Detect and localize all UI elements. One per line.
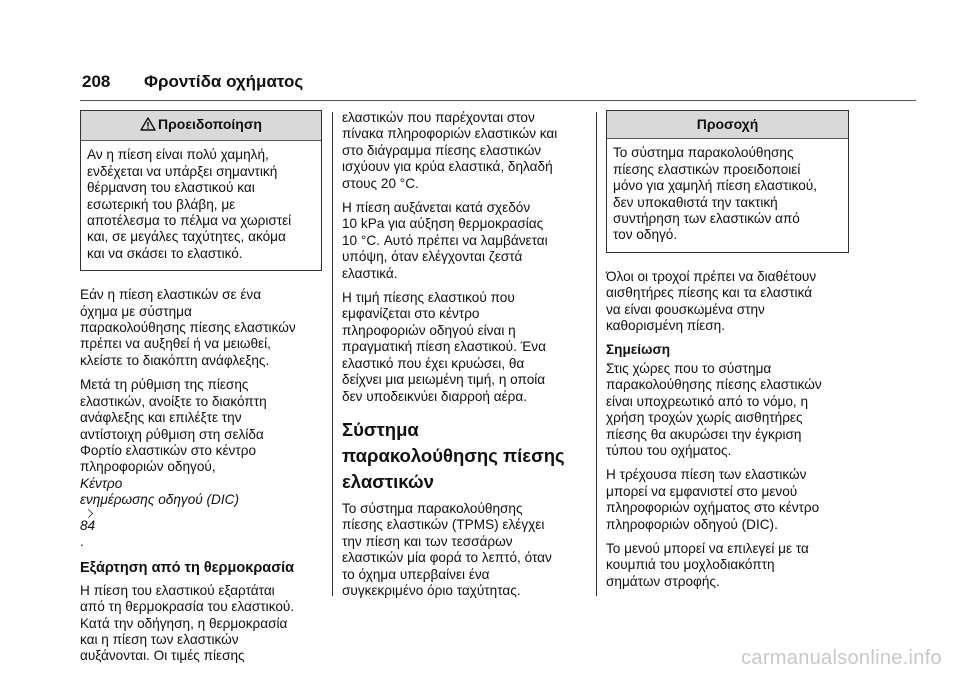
text-line: από τη θερμοκρασία του ελαστικού. bbox=[80, 599, 295, 615]
text-line: Η τρέχουσα πίεση των ελαστικών bbox=[606, 467, 807, 483]
warning-line: Αν η πίεση είναι πολύ χαμηλή, bbox=[87, 147, 269, 163]
text-line: καθορισμένη πίεση. bbox=[606, 318, 725, 334]
text-line: ελαστικών μία φορά το λεπτό, όταν bbox=[342, 550, 552, 566]
text-line: παρακολούθησης πίεσης ελαστικών bbox=[80, 320, 296, 336]
text-line: Στις χώρες που το σύστημα bbox=[606, 360, 772, 376]
text-line: ελαστικό που έχει κρυώσει, θα bbox=[342, 355, 525, 371]
text-line: ανάφλεξης και επιλέξτε την bbox=[80, 410, 242, 426]
text-line: πίνακα πληροφοριών ελαστικών και bbox=[342, 126, 558, 142]
text-line: και η πίεση των ελαστικών bbox=[80, 631, 239, 647]
warning-line: θέρμανση του ελαστικού και bbox=[87, 180, 255, 196]
text-line: πραγματική πίεση ελαστικού. Ένα bbox=[342, 339, 546, 355]
page-number: 208 bbox=[82, 72, 111, 91]
text-line: κουμπιά του μοχλοδιακόπτη bbox=[606, 557, 775, 573]
column-1 bbox=[80, 110, 322, 673]
note-paragraph bbox=[606, 361, 849, 459]
text-line: Φορτίο ελαστικών στο κέντρο bbox=[80, 442, 257, 458]
cross-reference-link[interactable]: ενημέρωσης οδηγού (DIC) bbox=[80, 492, 239, 508]
text-line: Η πίεση του ελαστικού εξαρτάται bbox=[80, 582, 275, 598]
caution-line: τον οδηγό. bbox=[613, 227, 678, 243]
column-divider bbox=[332, 112, 333, 596]
warning-box-header bbox=[81, 111, 321, 141]
section-heading: Εξάρτηση από τη θερμοκρασία bbox=[80, 560, 295, 577]
section-heading bbox=[342, 417, 585, 495]
text-line: αντίστοιχη ρύθμιση στη σελίδα bbox=[80, 426, 264, 442]
text-line: στους 20 °C. bbox=[342, 175, 419, 191]
heading-line: Σύστημα bbox=[342, 418, 419, 440]
text-line: Η πίεση αυξάνεται κατά σχεδόν bbox=[342, 200, 531, 216]
warning-triangle-icon bbox=[140, 117, 156, 134]
text-line: Η τιμή πίεσης ελαστικού που bbox=[342, 290, 515, 306]
text-line: πίεσης ελαστικών (TPMS) ελέγχει bbox=[342, 517, 545, 533]
text-line: Κατά την οδήγηση, η θερμοκρασία bbox=[80, 615, 288, 631]
paragraph bbox=[342, 501, 585, 599]
warning-line: εσωτερική του βλάβη, με bbox=[87, 196, 236, 212]
paragraph bbox=[606, 467, 849, 533]
text-line: εμφανίζεται στο κέντρο bbox=[342, 306, 480, 322]
paragraph bbox=[342, 200, 585, 282]
text-line: όχημα με σύστημα bbox=[80, 303, 192, 319]
text-line bbox=[80, 459, 322, 492]
warning-box-title: Προειδοποίηση bbox=[158, 116, 262, 132]
text-line: Όλοι οι τροχοί πρέπει να διαθέτουν bbox=[606, 268, 817, 284]
text-line: πληροφοριών οδηγού (DIC). bbox=[606, 516, 778, 532]
paragraph bbox=[80, 583, 322, 665]
header-rule bbox=[80, 100, 916, 101]
text-line: 10 °C. Αυτό πρέπει να λαμβάνεται bbox=[342, 232, 548, 248]
text-line: υπόψη, όταν ελέγχονται ζεστά bbox=[342, 249, 523, 265]
text-line: ελαστικά. bbox=[342, 265, 398, 281]
text-line bbox=[80, 492, 322, 550]
text-line: ισχύουν για κρύα ελαστικά, δηλαδή bbox=[342, 159, 553, 175]
warning-line: αποτέλεσμα το πέλμα να χωριστεί bbox=[87, 213, 292, 229]
column-divider bbox=[596, 112, 597, 596]
cross-reference-link[interactable]: Κέντρο bbox=[80, 475, 123, 491]
caution-box bbox=[606, 110, 849, 253]
text-line: ελαστικών, ανοίξτε το διακόπτη bbox=[80, 393, 267, 409]
paragraph bbox=[606, 269, 849, 335]
paragraph bbox=[342, 110, 585, 192]
caution-line: δεν υποκαθιστά την τακτική bbox=[613, 194, 778, 210]
warning-box bbox=[80, 110, 322, 271]
text-line: ελαστικών που παρέχονται στον bbox=[342, 110, 535, 125]
paragraph bbox=[342, 290, 585, 405]
text-line: αισθητήρες πίεσης και τα ελαστικά bbox=[606, 285, 813, 301]
page-reference-arrow-icon bbox=[84, 509, 93, 518]
reference-page-number[interactable]: 84 bbox=[80, 517, 96, 533]
text-line: πρέπει να αυξηθεί ή να μειωθεί, bbox=[80, 336, 271, 352]
column-3 bbox=[606, 110, 849, 598]
heading-line: παρακολούθησης πίεσης bbox=[342, 444, 565, 466]
column-2 bbox=[342, 110, 585, 607]
text-line: Μετά τη ρύθμιση της πίεσης bbox=[80, 377, 249, 393]
text-line: δείχνει μια μειωμένη τιμή, η οποία bbox=[342, 372, 546, 388]
text-line: το όχημα υπερβαίνει ένα bbox=[342, 566, 490, 582]
text-line: πίεσης θα ακυρώσει την έγκριση bbox=[606, 426, 802, 442]
text-line: πληροφοριών οχήματος στο κέντρο bbox=[606, 500, 820, 516]
text-line: είναι υποχρεωτικό από το νόμο, η bbox=[606, 393, 809, 409]
text-line: παρακολούθησης πίεσης ελαστικών bbox=[606, 377, 822, 393]
page-header bbox=[82, 72, 303, 92]
paragraph bbox=[80, 287, 322, 369]
note-heading: Σημείωση bbox=[606, 342, 671, 358]
caution-box-body bbox=[607, 139, 848, 251]
text-line: 10 kPa για αύξηση θερμοκρασίας bbox=[342, 216, 544, 232]
text-line: δεν υποδεικνύει διαρροή αέρα. bbox=[342, 388, 528, 404]
text-line: να είναι φουσκωμένα στην bbox=[606, 301, 765, 317]
text-line: αυξάνονται. Οι τιμές πίεσης bbox=[80, 648, 245, 664]
warning-line: και να σκάσει το ελαστικό. bbox=[87, 245, 243, 261]
text-line: την πίεση και των τεσσάρων bbox=[342, 533, 513, 549]
warning-box-body bbox=[81, 141, 321, 270]
text-line: κλείστε το διακόπτη ανάφλεξης. bbox=[80, 352, 270, 368]
text-line: τύπου του οχήματος. bbox=[606, 442, 732, 458]
text-line: πληροφοριών οδηγού είναι η bbox=[342, 322, 516, 338]
caution-line: πίεσης ελαστικών προειδοποιεί bbox=[613, 161, 801, 177]
paragraph bbox=[606, 541, 849, 590]
text-line: Το μενού μπορεί να επιλεγεί με τα bbox=[606, 540, 809, 556]
text-fragment: . bbox=[80, 533, 84, 549]
text-line: σημάτων στροφής. bbox=[606, 573, 720, 589]
caution-box-header: Προσοχή bbox=[607, 111, 848, 139]
text-line: μπορεί να εμφανιστεί στο μενού bbox=[606, 483, 798, 499]
caution-line: Το σύστημα παρακολούθησης bbox=[613, 145, 794, 161]
caution-line: συντήρηση των ελαστικών από bbox=[613, 211, 800, 227]
text-line: Το σύστημα παρακολούθησης bbox=[342, 500, 523, 516]
paragraph bbox=[80, 377, 322, 550]
text-fragment: πληροφοριών οδηγού, bbox=[80, 459, 216, 475]
page-title: Φροντίδα οχήματος bbox=[144, 72, 304, 91]
text-line: συγκεκριμένο όριο ταχύτητας. bbox=[342, 582, 521, 598]
warning-line: και, σε μεγάλες ταχύτητες, ακόμα bbox=[87, 229, 286, 245]
text-line: Εάν η πίεση ελαστικών σε ένα bbox=[80, 287, 262, 303]
text-line: χρήση τροχών χωρίς αισθητήρες bbox=[606, 410, 803, 426]
watermark: carmanualsonline.info bbox=[741, 647, 942, 669]
warning-line: ενδέχεται να υπάρξει σημαντική bbox=[87, 163, 278, 179]
heading-line: ελαστικών bbox=[342, 470, 434, 492]
caution-line: μόνο για χαμηλή πίεση ελαστικού, bbox=[613, 178, 818, 194]
text-line: στο διάγραμμα πίεσης ελαστικών bbox=[342, 142, 542, 158]
